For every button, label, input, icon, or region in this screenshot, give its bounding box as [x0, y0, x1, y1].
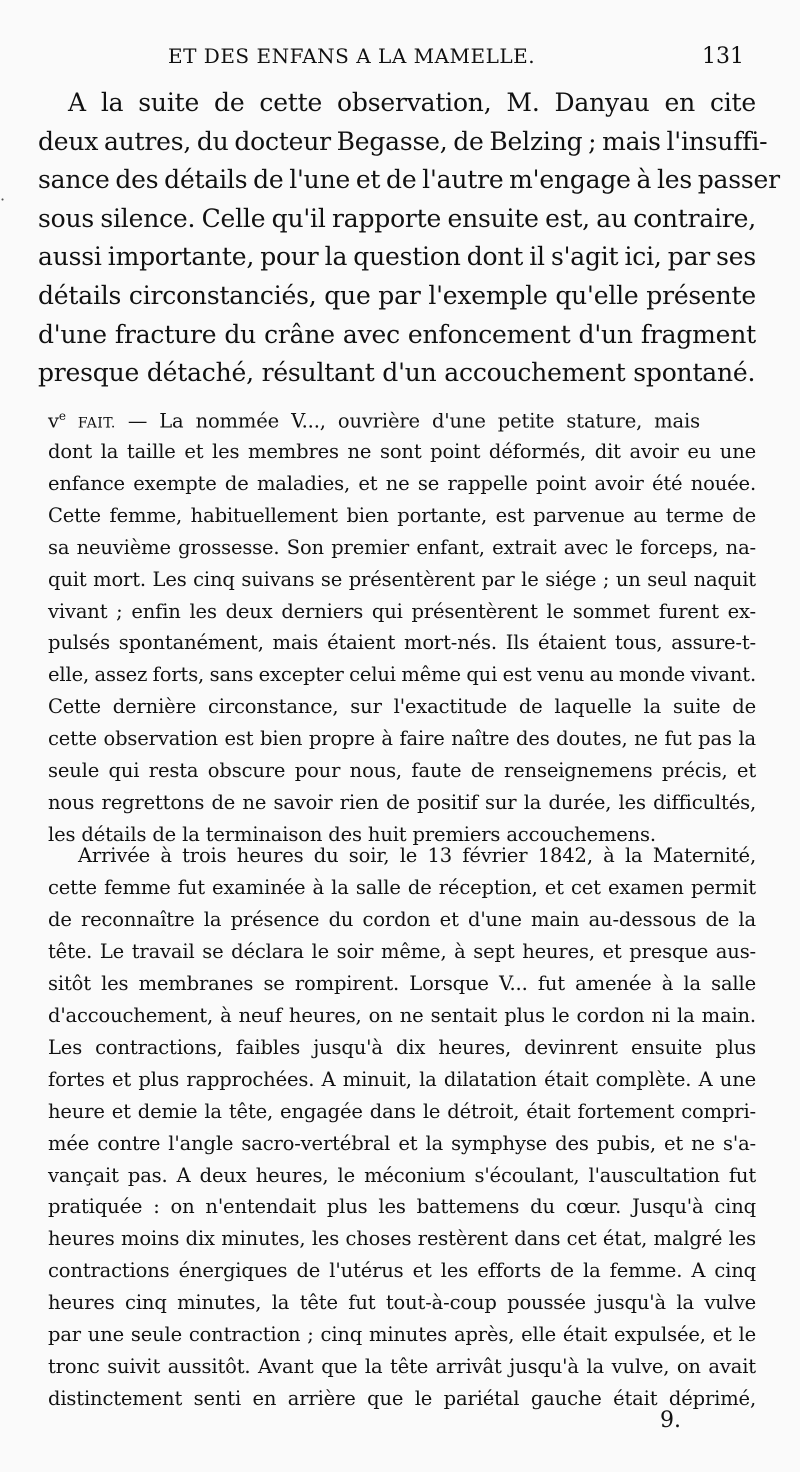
paragraph3-line: cette femme fut examinée à la salle de réception, et cet examen permit [48, 875, 756, 899]
running-title: ET DES ENFANS A LA MAMELLE. [168, 44, 536, 68]
paragraph2-line: dont la taille et les membres ne sont point déformés, dit avoir eu une [48, 440, 756, 463]
paragraph1-line: presque détaché, résultant d'un accouchement spontané. [38, 358, 756, 388]
paragraph2-line: quit mort. Les cinq suivans se présentèrent par le siége ; un seul naquit [48, 567, 756, 591]
paragraph3-line: heure et demie la tête, engagée dans le détroit, était fortement compri- [48, 1099, 756, 1123]
paragraph3-line: Les contractions, faibles jusqu'à dix heures, devinrent ensuite plus [48, 1035, 756, 1059]
paragraph1-line: sance des détails de l'une et de l'autre m'engage à les passer [38, 165, 780, 195]
signature-mark: 9. [660, 1408, 681, 1433]
paragraph3-line: par une seule contraction ; cinq minutes après, elle était expulsée, et le [48, 1323, 756, 1347]
paragraph3-line: sitôt les membranes se rompirent. Lorsque V... fut amenée à la salle [48, 971, 756, 995]
paragraph2-line: pulsés spontanément, mais étaient mort-nés. Ils étaient tous, assure-t- [48, 631, 756, 655]
page-number: 131 [702, 44, 744, 69]
paragraph2-line: nous regrettons de ne savoir rien de positif sur la durée, les difficultés, [48, 790, 756, 814]
paragraph2-line: Cette dernière circonstance, sur l'exactitude de laquelle la suite de [48, 695, 756, 719]
paragraph1-line: deux autres, du docteur Begasse, de Belzing ; mais l'insuffi- [38, 126, 768, 156]
paragraph3-line: contractions énergiques de l'utérus et les efforts de la femme. A cinq [48, 1259, 756, 1283]
paragraph1-line: détails circonstanciés, que par l'exemple qu'elle présente [38, 281, 756, 310]
paragraph2-line: cette observation est bien propre à faire naître des doutes, ne fut pas la [48, 727, 756, 751]
paragraph2-line: elle, assez forts, sans excepter celui même qui est venu au monde vivant. [48, 663, 756, 687]
paragraph2-line: Cette femme, habituellement bien portante, est parvenue au terme de [48, 503, 756, 527]
paragraph1-line: sous silence. Celle qu'il rapporte ensuite est, au contraire, [38, 203, 756, 233]
paragraph1-line: A la suite de cette observation, M. Danyau en cite [68, 88, 756, 117]
case-first-line: La nommée V..., ouvrière d'une petite stature, mais [159, 409, 700, 433]
paragraph3-line: fortes et plus rapprochées. A minuit, la dilatation était complète. A une [48, 1067, 756, 1091]
paragraph1-line: aussi importante, pour la question dont il s'agit ici, par ses [38, 242, 756, 272]
paragraph3-line: tronc suivit aussitôt. Avant que la tête arrivât jusqu'à la vulve, on avait [48, 1355, 756, 1379]
paragraph3-line: distinctement senti en arrière que le pariétal gauche était déprimé, [48, 1387, 756, 1411]
paragraph3-line: mée contre l'angle sacro-vertébral et la symphyse des pubis, et ne s'a- [48, 1131, 756, 1155]
margin-speck: · [0, 190, 6, 209]
paragraph3-line: pratiquée : on n'entendait plus les battemens du cœur. Jusqu'à cinq [48, 1195, 756, 1219]
case-dash: — [115, 409, 160, 433]
case-heading-line [48, 410, 754, 431]
paragraph2-line: enfance exempte de maladies, et ne se rappelle point avoir été nouée. [48, 471, 756, 495]
case-label: FAIT. [77, 415, 116, 432]
paragraph2-line: les détails de la terminaison des huit premiers accouchemens. [48, 822, 656, 846]
paragraph3-line: Arrivée à trois heures du soir, le 13 février 1842, à la Maternité, [78, 844, 756, 867]
case-number: v [48, 409, 59, 433]
paragraph3-line: vançait pas. A deux heures, le méconium s'écoulant, l'auscultation fut [48, 1163, 756, 1187]
paragraph1-line: d'une fracture du crâne avec enfoncement d'un fragment [38, 319, 756, 349]
paragraph3-line: de reconnaître la présence du cordon et d'une main au-dessous de la [48, 907, 756, 931]
paragraph3-line: tête. Le travail se déclara le soir même, à sept heures, et presque aus- [48, 939, 756, 963]
paragraph3-line: d'accouchement, à neuf heures, on ne sentait plus le cordon ni la main. [48, 1003, 756, 1027]
case-number-suffix: e [58, 409, 66, 423]
paragraph3-line: heures moins dix minutes, les choses restèrent dans cet état, malgré les [48, 1227, 756, 1251]
running-head [0, 44, 800, 74]
paragraph2-line: vivant ; enfin les deux derniers qui présentèrent le sommet furent ex- [48, 599, 756, 623]
paragraph2-line: seule qui resta obscure pour nous, faute de renseignemens précis, et [48, 759, 756, 782]
paragraph2-line: sa neuvième grossesse. Son premier enfant, extrait avec le forceps, na- [48, 535, 756, 559]
paragraph3-line: heures cinq minutes, la tête fut tout-à-coup poussée jusqu'à la vulve [48, 1291, 756, 1315]
